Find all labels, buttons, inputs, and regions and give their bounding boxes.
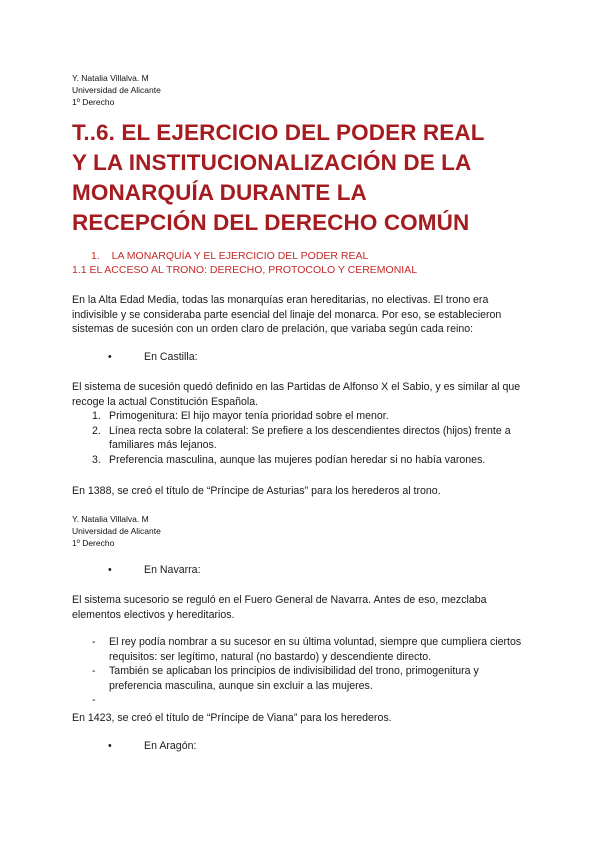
course-name: 1º Derecho (72, 97, 115, 107)
castilla-closing: En 1388, se creó el título de “Príncipe de Asturias” para los herederos al trono. (72, 485, 441, 497)
list-text: Línea recta sobre la colateral: Se prefiere a los descendientes directos (hijos) frente a familiares más lejanos. (109, 424, 511, 452)
list-item (92, 664, 532, 693)
aragon-heading: En Aragón: (144, 740, 197, 752)
bullet-icon: • (108, 564, 112, 576)
university-name: Universidad de Alicante (72, 85, 161, 95)
list-item (92, 635, 532, 664)
intro-paragraph: En la Alta Edad Media, todas las monarquías eran hereditarias, no electivas. El trono era indivisible y se consideraba parte esencial del linaje del monarca. Por eso, se establecieron sistemas de sucesión con un orden claro de prelación, que variaba según cada reino: (72, 294, 502, 336)
list-number: 3. (92, 453, 101, 466)
list-text: Preferencia masculina, aunque las mujeres podían heredar si no había varones. (109, 453, 486, 466)
castilla-list (92, 409, 532, 467)
author-name: Y. Natalia Villalva. M (72, 514, 149, 524)
university-name: Universidad de Alicante (72, 526, 161, 536)
dash-icon: - (92, 665, 96, 678)
navarra-paragraph: El sistema sucesorio se reguló en el Fuero General de Navarra. Antes de eso, mezclaba elementos electivos y hereditarios. (72, 594, 487, 621)
author-header-2 (72, 513, 161, 549)
castilla-paragraph: El sistema de sucesión quedó definido en las Partidas de Alfonso X el Sabio, y es similar al que recoge la actual Constitución Española. (72, 381, 521, 408)
title-line: MONARQUÍA DURANTE LA (72, 180, 367, 205)
title-line: T..6. EL EJERCICIO DEL PODER REAL (72, 120, 485, 145)
title-line: Y LA INSTITUCIONALIZACIÓN DE LA (72, 150, 472, 175)
list-number: 1. (92, 410, 101, 422)
document-title (72, 118, 572, 238)
bullet-icon: • (108, 740, 112, 752)
bullet-icon: • (108, 351, 112, 363)
dash-icon: - (92, 694, 96, 707)
navarra-closing: En 1423, se creó el título de “Príncipe de Viana” para los herederos. (72, 712, 392, 724)
dash-icon: - (92, 636, 96, 648)
course-name: 1º Derecho (72, 538, 115, 548)
list-text: El rey podía nombrar a su sucesor en su última voluntad, siempre que cumpliera ciertos requisitos: ser legítimo, natural (no bastardo) y descendiente directo. (109, 636, 522, 663)
section-number: 1. (91, 250, 100, 262)
list-text: También se aplicaban los principios de indivisibilidad del trono, primogenitura y preferencia masculina, aunque sin excluir a las mujeres. (109, 665, 479, 692)
list-text: Primogenitura: El hijo mayor tenía prioridad sobre el menor. (109, 410, 389, 422)
list-item (92, 409, 532, 424)
navarra-heading: En Navarra: (144, 564, 201, 576)
subsection-heading: 1.1 EL ACCESO AL TRONO: DERECHO, PROTOCOLO Y CEREMONIAL (72, 264, 418, 276)
section-heading (91, 250, 368, 262)
bullet-navarra (108, 564, 201, 576)
author-header (72, 72, 161, 108)
bullet-castilla (108, 351, 198, 363)
list-item (92, 453, 532, 468)
section-title: LA MONARQUÍA Y EL EJERCICIO DEL PODER REAL (111, 250, 369, 262)
list-item (92, 424, 532, 453)
castilla-heading: En Castilla: (144, 351, 198, 363)
title-line: RECEPCIÓN DEL DERECHO COMÚN (72, 210, 470, 235)
bullet-aragon (108, 740, 196, 752)
author-name: Y. Natalia Villalva. M (72, 73, 149, 83)
list-number: 2. (92, 424, 101, 437)
navarra-list (92, 635, 532, 707)
